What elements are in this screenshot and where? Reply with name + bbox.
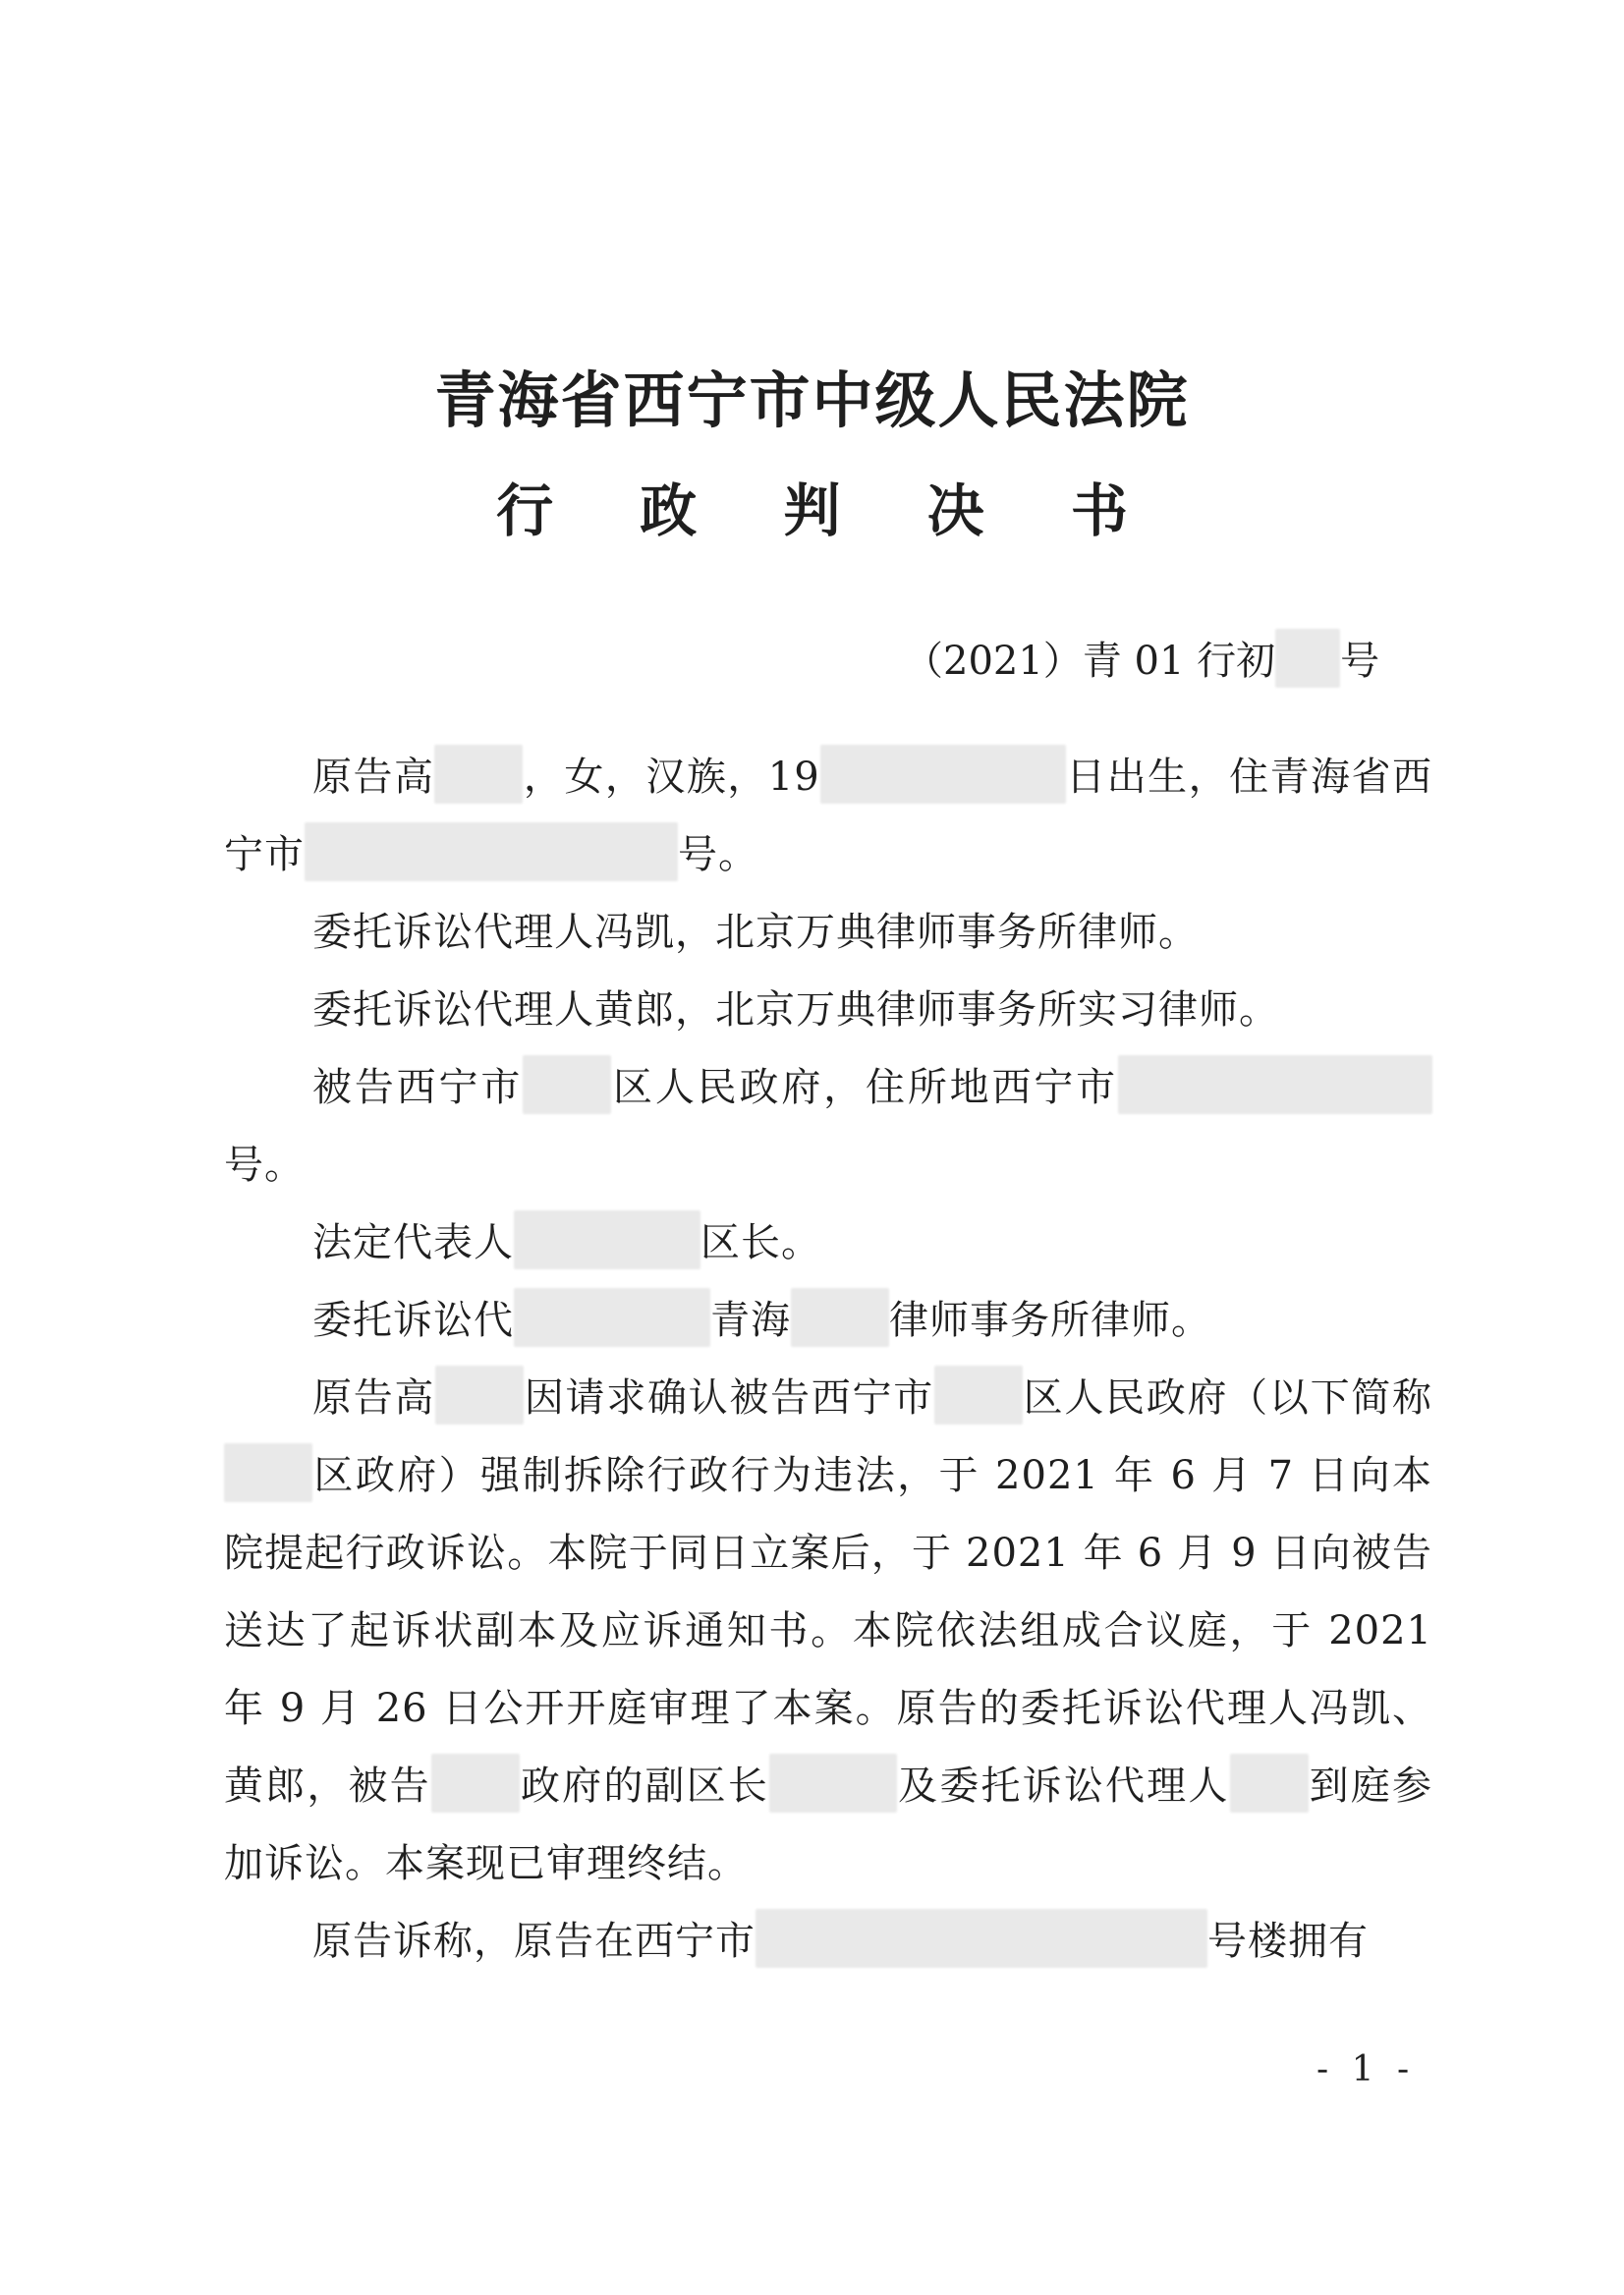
case-number xyxy=(904,629,1379,689)
redaction-block xyxy=(435,1366,524,1425)
case-number-suffix: 号 xyxy=(1340,639,1380,684)
plaintiff-agent-paragraph: 委托诉讼代理人冯凯，北京万典律师事务所律师。 xyxy=(312,910,1199,955)
defendant-agent-paragraph xyxy=(224,1282,1432,1360)
redaction-block xyxy=(224,1443,312,1502)
text-segment: 法定代表人 xyxy=(312,1220,514,1265)
redaction-block xyxy=(431,1754,520,1813)
text-segment: 政府的副区长 xyxy=(519,1763,770,1809)
redaction-block xyxy=(1275,629,1340,688)
redaction-block xyxy=(820,745,1066,804)
case-number-prefix: （2021）青 01 行初 xyxy=(904,639,1276,684)
text-segment: 青海 xyxy=(710,1298,791,1343)
text-segment: 委托诉讼代 xyxy=(312,1298,514,1343)
redaction-block xyxy=(756,1909,1207,1968)
text-segment: 区长。 xyxy=(700,1220,821,1265)
redaction-block xyxy=(434,745,523,804)
case-procedure-paragraph xyxy=(224,1360,1432,1903)
text-segment: 及委托诉讼代理人 xyxy=(897,1763,1230,1809)
text-segment: 因请求确认被告西宁市 xyxy=(524,1375,934,1421)
text-segment: 原告诉称，原告在西宁市 xyxy=(312,1919,756,1964)
redaction-block xyxy=(769,1754,897,1813)
court-name-heading: 青海省西宁市中级人民法院 xyxy=(434,364,1190,436)
page-number: - 1 - xyxy=(1316,2049,1416,2090)
redaction-block xyxy=(791,1288,889,1347)
plaintiff-claim-paragraph xyxy=(224,1903,1432,1981)
plaintiff-paragraph xyxy=(224,739,1432,894)
plaintiff-agent-paragraph: 委托诉讼代理人黄郎，北京万典律师事务所实习律师。 xyxy=(312,987,1279,1033)
redaction-block xyxy=(305,822,678,881)
redaction-block xyxy=(523,1055,611,1114)
redaction-block xyxy=(1118,1055,1432,1114)
text-segment: 被告西宁市 xyxy=(312,1065,524,1110)
text-segment: 区人民政府，住所地西宁市 xyxy=(611,1065,1119,1110)
text-segment: 原告高 xyxy=(312,1375,436,1421)
redaction-block xyxy=(514,1288,710,1347)
redaction-block xyxy=(514,1210,700,1269)
text-segment: 号。 xyxy=(224,1143,305,1188)
text-segment: 号楼拥有 xyxy=(1207,1919,1369,1964)
document-type-heading: 行 政 判 决 书 xyxy=(496,477,1161,544)
text-segment: 原告高 xyxy=(312,755,435,800)
text-segment: ，女，汉族，19 xyxy=(523,755,820,800)
redaction-block xyxy=(934,1366,1023,1425)
judgment-body xyxy=(224,739,1432,1981)
legal-representative-paragraph xyxy=(224,1204,1432,1282)
text-segment: 日出生，住青海省西宁市 xyxy=(224,755,1432,877)
defendant-paragraph xyxy=(224,1049,1432,1204)
redaction-block xyxy=(1230,1754,1309,1813)
text-segment: 到庭参加诉讼。本案现已审理终结。 xyxy=(224,1763,1433,1886)
text-segment: 区人民政府（以下简称 xyxy=(1022,1375,1433,1421)
text-segment: 律师事务所律师。 xyxy=(889,1298,1211,1343)
text-segment: 区政府）强制拆除行政行为违法，于 2021 年 6 月 7 日向本院提起行政诉讼。本院于同日立案后，于 2021 年 6 月 9 日向被告送达了起诉状副本及应诉通知书。本院依法组成合议庭，于 2021 年 9 月 26 日公开开庭审理了本案。原告的委托诉讼代理人冯凯、黄郎，被告 xyxy=(224,1453,1432,1809)
text-segment: 号。 xyxy=(678,832,758,877)
